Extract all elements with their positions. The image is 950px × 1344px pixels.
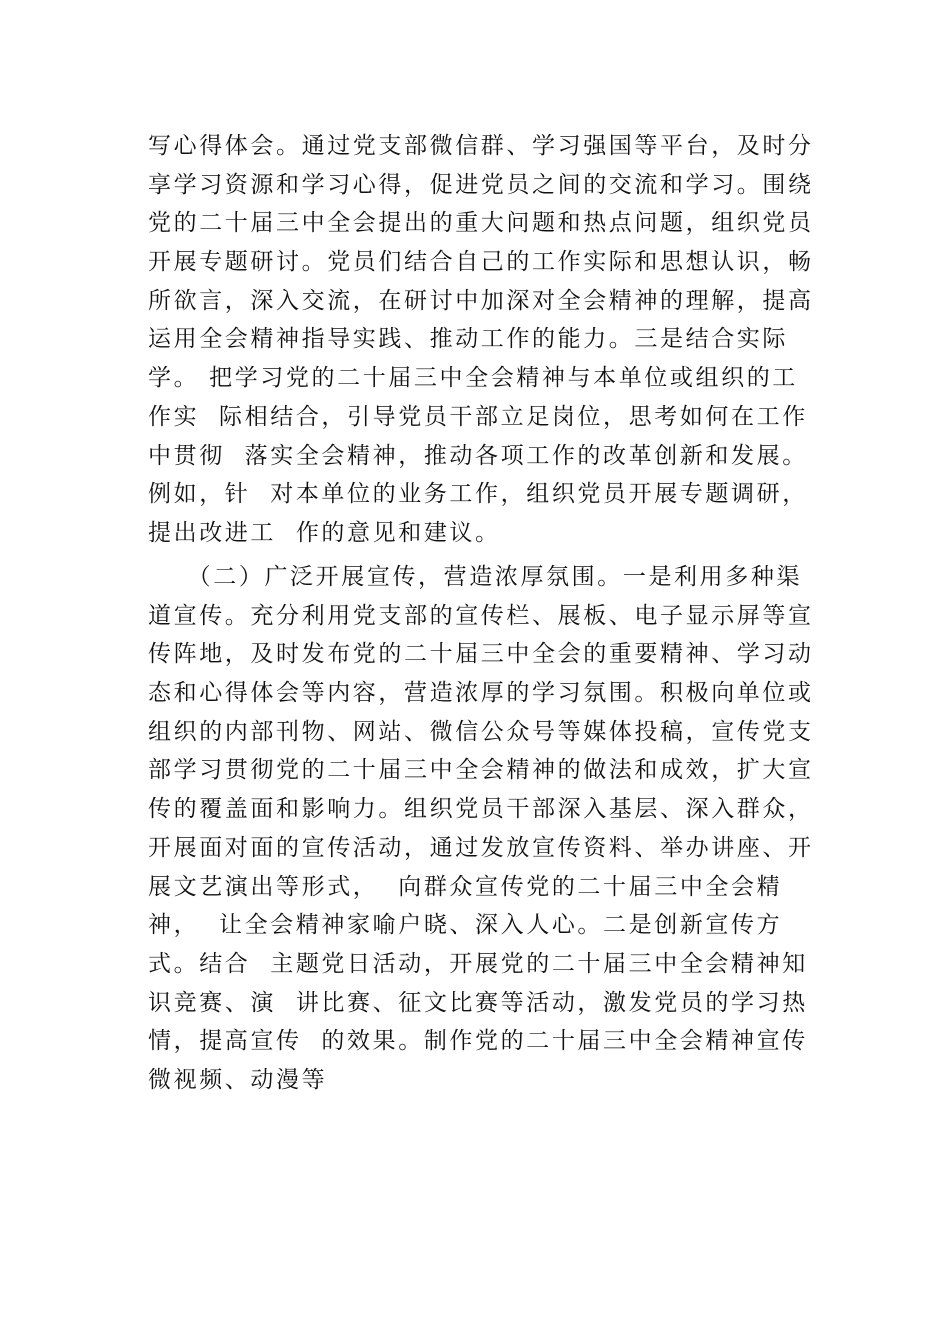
text-line: 所欲言，深入交流，在研讨中加深对全会精神的理解，提高 (148, 287, 814, 314)
text-line: （二）广泛开展宣传，营造浓厚氛围。一是利用多种渠 (148, 564, 803, 590)
text-line: 开展面对面的宣传活动，通过发放宣传资料、举办讲座、开 (148, 834, 814, 861)
text-line: 开展专题研讨。党员们结合自己的工作实际和思想认识，畅 (148, 249, 814, 276)
text-line: 传阵地，及时发布党的二十届三中全会的重要精神、学习动 (148, 641, 814, 668)
text-line: 态和心得体会等内容，营造浓厚的学习氛围。积极向单位或 (148, 680, 814, 707)
text-line: 展文艺演出等形式， 向群众宣传党的二十届三中全会精 (148, 873, 783, 900)
text-line: 式。结合 主题党日活动，开展党的二十届三中全会精神知 (148, 950, 808, 977)
text-line: 神， 让全会精神家喻户晓、深入人心。二是创新宣传方 (148, 912, 783, 939)
paragraph-1 (148, 127, 816, 553)
text-line: 享学习资源和学习心得，促进党员之间的交流和学习。围绕 (148, 171, 814, 198)
text-line: 情，提高宣传 的效果。制作党的二十届三中全会精神宣传 (148, 1028, 808, 1055)
text-line: 微视频、动漫等 (148, 1066, 328, 1093)
text-line: 党的二十届三中全会提出的重大问题和热点问题，组织党员 (148, 210, 814, 237)
text-line: 组织的内部刊物、网站、微信公众号等媒体投稿，宣传党支 (148, 718, 814, 745)
text-line: 写心得体会。通过党支部微信群、学习强国等平台，及时分 (148, 133, 814, 159)
text-line: 例如，针 对本单位的业务工作，组织党员开展专题调研， (148, 481, 808, 508)
text-line: 学。 把学习党的二十届三中全会精神与本单位或组织的工 (148, 365, 798, 392)
text-line: 作实 际相结合，引导党员干部立足岗位，思考如何在工作 (148, 403, 808, 430)
text-line: 部学习贯彻党的二十届三中全会精神的做法和成效，扩大宣 (148, 757, 814, 784)
text-line: 运用全会精神指导实践、推动工作的能力。三是结合实际 (148, 326, 788, 353)
paragraph-2 (148, 558, 816, 1100)
text-line: 传的覆盖面和影响力。组织党员干部深入基层、深入群众， (148, 796, 814, 823)
text-line: 中贯彻 落实全会精神，推动各项工作的改革创新和发展。 (148, 442, 808, 469)
text-line: 提出改进工 作的意见和建议。 (148, 519, 501, 546)
text-line: 道宣传。充分利用党支部的宣传栏、展板、电子显示屏等宣 (148, 602, 814, 629)
text-line: 识竞赛、演 讲比赛、征文比赛等活动，激发党员的学习热 (148, 989, 808, 1016)
